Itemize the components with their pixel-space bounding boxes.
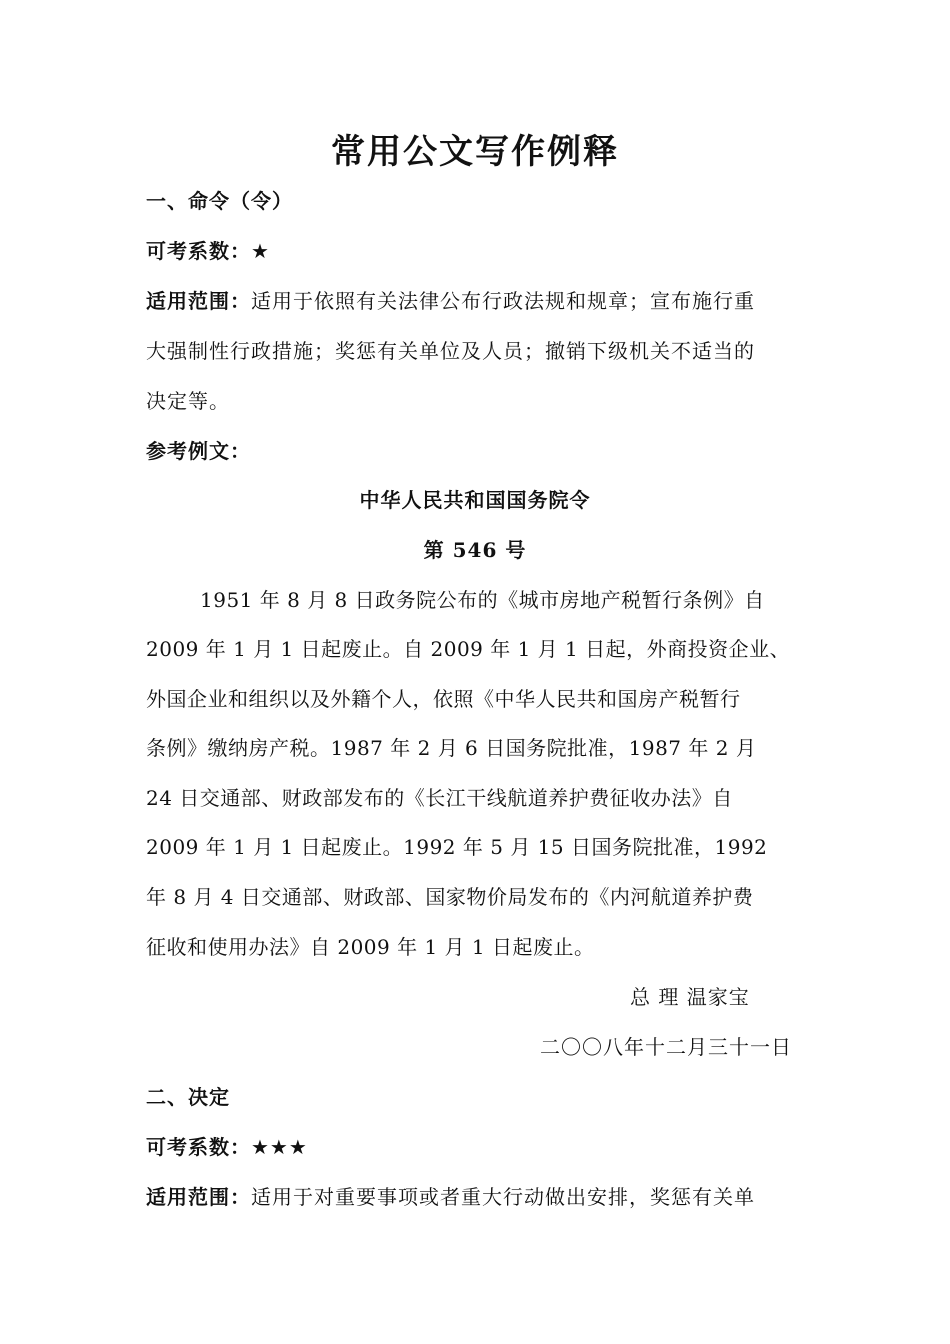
example-body-line: 条例》缴纳房产税。1987 年 2 月 6 日国务院批准，1987 年 2 月	[146, 736, 757, 760]
scope-label: 适用范围：	[146, 1185, 251, 1209]
example-body-line: 24 日交通部、财政部发布的《长江干线航道养护费征收办法》自	[146, 786, 733, 810]
scope-text: 适用于依照有关法律公布行政法规和规章；宣布施行重	[251, 289, 755, 313]
document-title: 常用公文写作例释	[331, 132, 619, 172]
example-body-line: 1951 年 8 月 8 日政务院公布的《城市房地产税暂行条例》自	[200, 588, 765, 612]
example-title: 中华人民共和国国务院令	[359, 488, 591, 512]
scope-line-1	[146, 286, 755, 316]
rating-row-command	[146, 236, 270, 266]
example-body-line: 2009 年 1 月 1 日起废止。1992 年 5 月 15 日国务院批准，1992	[146, 835, 768, 859]
signer: 总 理 温家宝	[630, 985, 750, 1009]
scope-line-2: 大强制性行政措施；奖惩有关单位及人员；撤销下级机关不适当的	[146, 339, 755, 363]
scope-label: 适用范围：	[146, 289, 251, 313]
example-label: 参考例文：	[146, 439, 251, 463]
section-heading-decision: 二、决定	[146, 1085, 230, 1109]
signing-date: 二〇〇八年十二月三十一日	[540, 1035, 792, 1059]
scope-text: 适用于对重要事项或者重大行动做出安排，奖惩有关单	[251, 1185, 755, 1209]
rating-label: 可考系数：	[146, 239, 251, 263]
example-body-line: 2009 年 1 月 1 日起废止。自 2009 年 1 月 1 日起，外商投资企业、	[146, 637, 791, 661]
example-body-line: 征收和使用办法》自 2009 年 1 月 1 日起废止。	[146, 935, 595, 959]
example-body-line: 外国企业和组织以及外籍个人，依照《中华人民共和国房产税暂行	[146, 687, 741, 711]
example-body-line: 年 8 月 4 日交通部、财政部、国家物价局发布的《内河航道养护费	[146, 885, 754, 909]
example-number: 第 546 号	[423, 538, 527, 562]
rating-label: 可考系数：	[146, 1135, 251, 1159]
star-rating-icon: ★★★	[251, 1135, 308, 1159]
scope-line-3: 决定等。	[146, 389, 230, 413]
section-heading-command: 一、命令（令）	[146, 189, 293, 213]
scope-line-decision	[146, 1182, 755, 1212]
rating-row-decision	[146, 1132, 308, 1162]
star-rating-icon: ★	[251, 239, 270, 263]
